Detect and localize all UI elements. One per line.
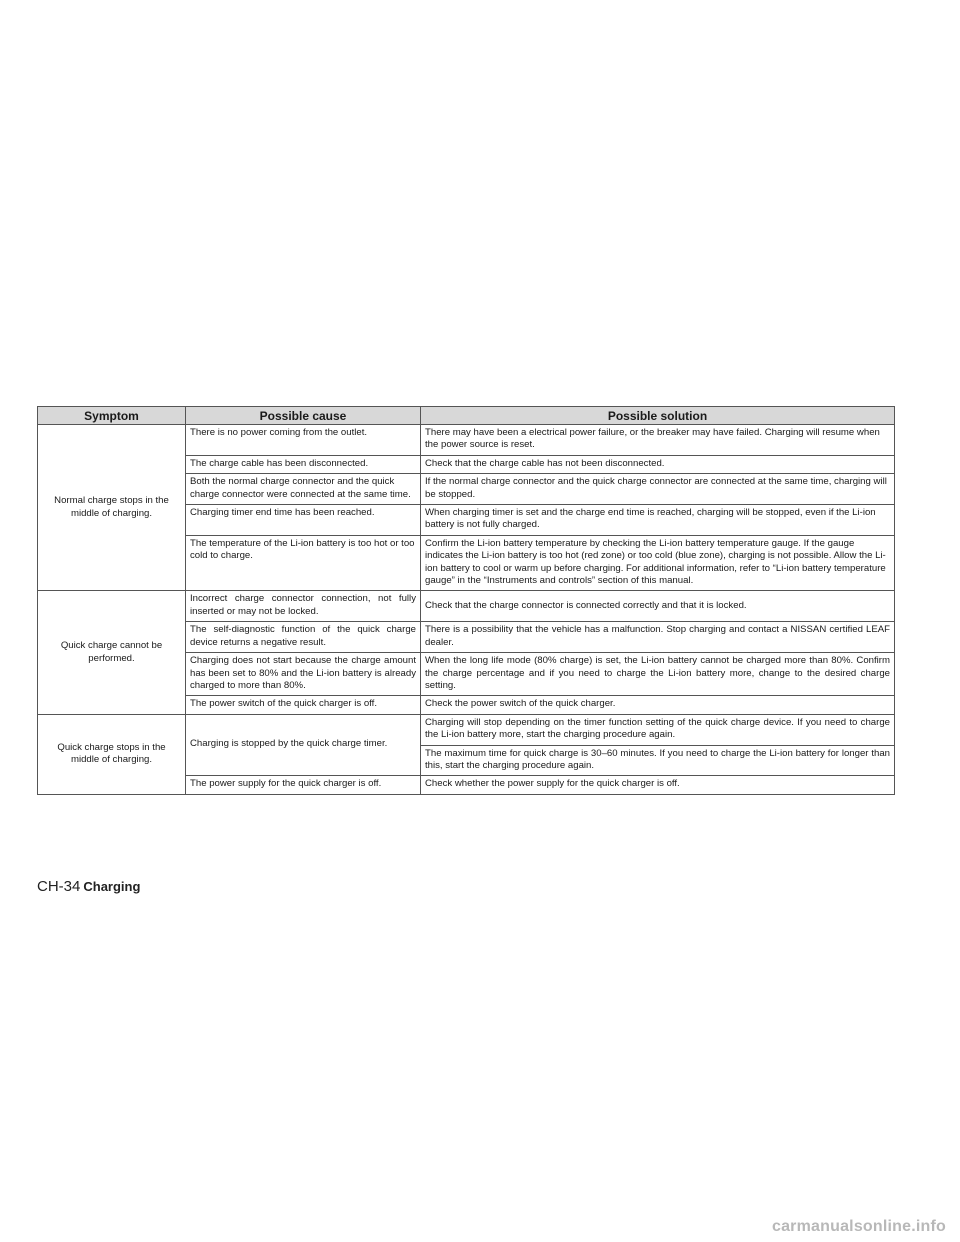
solution-cell: The maximum time for quick charge is 30–60 minutes. If you need to charge the Li-ion battery for longer than this, start the charging procedure again. — [421, 745, 895, 776]
solution-cell: Check that the charge connector is connected correctly and that it is locked. — [421, 591, 895, 622]
cause-cell: Charging timer end time has been reached. — [186, 505, 421, 536]
solution-cell: There is a possibility that the vehicle has a malfunction. Stop charging and contact a NISSAN certified LEAF dealer. — [421, 622, 895, 653]
table-header-row — [38, 407, 895, 425]
symptom-cell: Quick charge cannot be performed. — [38, 591, 186, 714]
solution-cell: If the normal charge connector and the quick charge connector are connected at the same time, charging will be stopped. — [421, 474, 895, 505]
header-possible-solution: Possible solution — [421, 407, 895, 425]
table-row — [38, 714, 895, 745]
solution-cell: There may have been a electrical power failure, or the breaker may have failed. Charging will resume when the power source is reset. — [421, 425, 895, 456]
troubleshooting-table — [37, 406, 895, 795]
cause-cell: Incorrect charge connector connection, not fully inserted or may not be locked. — [186, 591, 421, 622]
section-title: Charging — [83, 879, 141, 894]
cause-cell: Charging does not start because the charge amount has been set to 80% and the Li-ion battery is already charged to more than 80%. — [186, 653, 421, 696]
solution-cell: When charging timer is set and the charge end time is reached, charging will be stopped, even if the Li-ion battery is not fully charged. — [421, 505, 895, 536]
cause-cell: There is no power coming from the outlet. — [186, 425, 421, 456]
solution-cell: Check that the charge cable has not been disconnected. — [421, 455, 895, 473]
solution-cell: Check whether the power supply for the quick charger is off. — [421, 776, 895, 794]
symptom-cell: Quick charge stops in the middle of charging. — [38, 714, 186, 794]
solution-cell: Check the power switch of the quick charger. — [421, 696, 895, 714]
cause-cell: The charge cable has been disconnected. — [186, 455, 421, 473]
table-row — [38, 591, 895, 622]
header-possible-cause: Possible cause — [186, 407, 421, 425]
table-row — [38, 425, 895, 456]
watermark: carmanualsonline.info — [771, 1218, 946, 1235]
solution-cell: Confirm the Li-ion battery temperature by checking the Li-ion battery temperature gauge. If the gauge indicates the Li-ion battery is too hot (red zone) or too cold (blue zone), charging is not possible. Allow the Li-ion battery to cool or warm up before charging. For additional information, refer to “Li-ion battery temperature gauge” in the “Instruments and controls” section of this manual. — [421, 535, 895, 591]
cause-cell: The power supply for the quick charger is off. — [186, 776, 421, 794]
cause-cell: Both the normal charge connector and the quick charge connector were connected at the same time. — [186, 474, 421, 505]
cause-cell: Charging is stopped by the quick charge timer. — [186, 714, 421, 776]
solution-cell: When the long life mode (80% charge) is set, the Li-ion battery cannot be charged more than 80%. Confirm the charge percentage and if you need to charge the Li-ion battery more, change to the desired charge setting. — [421, 653, 895, 696]
page-number: CH-34 — [37, 878, 81, 895]
solution-cell: Charging will stop depending on the timer function setting of the quick charge device. If you need to charge the Li-ion battery more, start the charging procedure again. — [421, 714, 895, 745]
cause-cell: The self-diagnostic function of the quick charge device returns a negative result. — [186, 622, 421, 653]
cause-cell: The temperature of the Li-ion battery is too hot or too cold to charge. — [186, 535, 421, 591]
symptom-cell: Normal charge stops in the middle of charging. — [38, 425, 186, 591]
cause-cell: The power switch of the quick charger is off. — [186, 696, 421, 714]
header-symptom: Symptom — [38, 407, 186, 425]
page-footer — [37, 878, 140, 896]
